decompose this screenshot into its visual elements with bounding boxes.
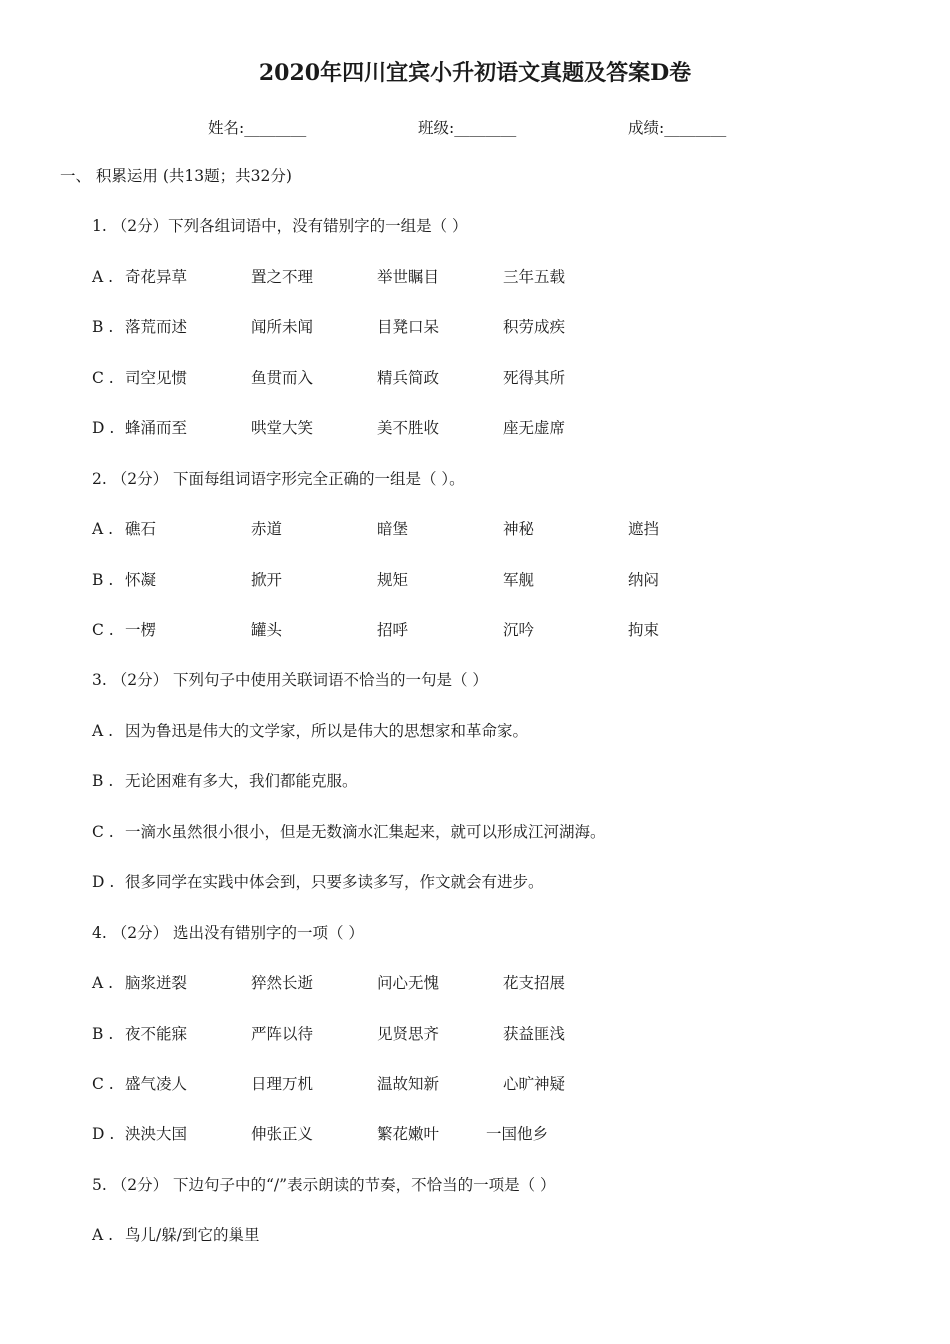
page-title: 2020年四川宜宾小升初语文真题及答案D卷 bbox=[258, 60, 692, 86]
option-word: 盛气凌人 bbox=[125, 1075, 188, 1093]
option-word: 神秘 bbox=[503, 520, 535, 538]
option-word: 鱼贯而入 bbox=[251, 369, 314, 387]
option-label: D . bbox=[92, 1125, 115, 1143]
option-word: 伸张正义 bbox=[251, 1125, 314, 1143]
question-2-stem: 2. （2分） 下面每组词语字形完全正确的一组是（ ）。 bbox=[92, 470, 465, 488]
option-word: 精兵简政 bbox=[377, 369, 440, 387]
option-label: A . bbox=[92, 1226, 114, 1244]
option-word: 座无虚席 bbox=[503, 419, 566, 437]
class-field: 班级:________ bbox=[418, 119, 517, 137]
option-word: 死得其所 bbox=[503, 369, 566, 387]
option-word: 罐头 bbox=[251, 621, 283, 639]
option-label: A . bbox=[92, 722, 114, 740]
option-label: C . bbox=[92, 621, 114, 639]
option-word: 猝然长逝 bbox=[251, 974, 314, 992]
option-text: 无论困难有多大，我们都能克服。 bbox=[125, 772, 358, 790]
option-word: 拘束 bbox=[628, 621, 660, 639]
option-label: A . bbox=[92, 520, 114, 538]
question-5-stem: 5. （2分） 下边句子中的“/”表示朗读的节奏，不恰当的一项是（ ） bbox=[92, 1176, 556, 1194]
option-word: 温故知新 bbox=[377, 1075, 440, 1093]
option-label: D . bbox=[92, 873, 115, 891]
option-word: 脑浆迸裂 bbox=[125, 974, 188, 992]
option-label: A . bbox=[92, 974, 114, 992]
option-word: 积劳成疾 bbox=[503, 318, 566, 336]
option-word: 获益匪浅 bbox=[503, 1025, 566, 1043]
option-word: 哄堂大笑 bbox=[251, 419, 314, 437]
option-word: 花支招展 bbox=[503, 974, 566, 992]
option-word: 一楞 bbox=[125, 621, 157, 639]
option-label: C . bbox=[92, 823, 114, 841]
option-word: 泱泱大国 bbox=[125, 1125, 188, 1143]
option-label: B . bbox=[92, 772, 114, 790]
option-word: 一国他乡 bbox=[486, 1125, 549, 1143]
option-word: 纳闷 bbox=[628, 571, 660, 589]
option-word: 遮挡 bbox=[628, 520, 660, 538]
option-word: 掀开 bbox=[251, 571, 283, 589]
option-word: 军舰 bbox=[503, 571, 535, 589]
question-1-stem: 1. （2分）下列各组词语中，没有错别字的一组是（ ） bbox=[92, 217, 468, 235]
option-word: 繁花嫩叶 bbox=[377, 1125, 440, 1143]
option-label: A . bbox=[92, 268, 114, 286]
option-word: 落荒而述 bbox=[125, 318, 188, 336]
option-word: 问心无愧 bbox=[377, 974, 440, 992]
option-text: 因为鲁迅是伟大的文学家，所以是伟大的思想家和革命家。 bbox=[125, 722, 529, 740]
option-word: 奇花异草 bbox=[125, 268, 188, 286]
option-word: 美不胜收 bbox=[377, 419, 440, 437]
option-word: 心旷神疑 bbox=[503, 1075, 566, 1093]
option-word: 置之不理 bbox=[251, 268, 314, 286]
question-4-stem: 4. （2分） 选出没有错别字的一项（ ） bbox=[92, 924, 364, 942]
option-word: 见贤思齐 bbox=[377, 1025, 440, 1043]
section-heading: 一、 积累运用 (共13题；共32分) bbox=[60, 167, 292, 185]
option-word: 目凳口呆 bbox=[377, 318, 440, 336]
name-field: 姓名:________ bbox=[208, 119, 307, 137]
option-word: 怀凝 bbox=[125, 571, 157, 589]
option-label: B . bbox=[92, 1025, 114, 1043]
option-word: 司空见惯 bbox=[125, 369, 188, 387]
option-word: 夜不能寐 bbox=[125, 1025, 188, 1043]
option-word: 蜂涌而至 bbox=[125, 419, 188, 437]
option-word: 暗堡 bbox=[377, 520, 409, 538]
option-label: C . bbox=[92, 1075, 114, 1093]
option-word: 沉吟 bbox=[503, 621, 535, 639]
option-word: 日理万机 bbox=[251, 1075, 314, 1093]
option-text: 一滴水虽然很小很小，但是无数滴水汇集起来，就可以形成江河湖海。 bbox=[125, 823, 606, 841]
option-word: 规矩 bbox=[377, 571, 409, 589]
option-text: 很多同学在实践中体会到，只要多读多写，作文就会有进步。 bbox=[125, 873, 544, 891]
option-label: B . bbox=[92, 318, 114, 336]
option-word: 举世瞩目 bbox=[377, 268, 440, 286]
question-3-stem: 3. （2分） 下列句子中使用关联词语不恰当的一句是（ ） bbox=[92, 671, 488, 689]
option-word: 礁石 bbox=[125, 520, 157, 538]
option-label: C . bbox=[92, 369, 114, 387]
option-word: 三年五载 bbox=[503, 268, 566, 286]
score-field: 成绩:________ bbox=[628, 119, 727, 137]
option-word: 闻所未闻 bbox=[251, 318, 314, 336]
option-word: 严阵以待 bbox=[251, 1025, 314, 1043]
option-label: B . bbox=[92, 571, 114, 589]
option-text: 鸟儿/躲/到它的巢里 bbox=[125, 1226, 260, 1244]
option-word: 招呼 bbox=[377, 621, 409, 639]
option-label: D . bbox=[92, 419, 115, 437]
option-word: 赤道 bbox=[251, 520, 283, 538]
